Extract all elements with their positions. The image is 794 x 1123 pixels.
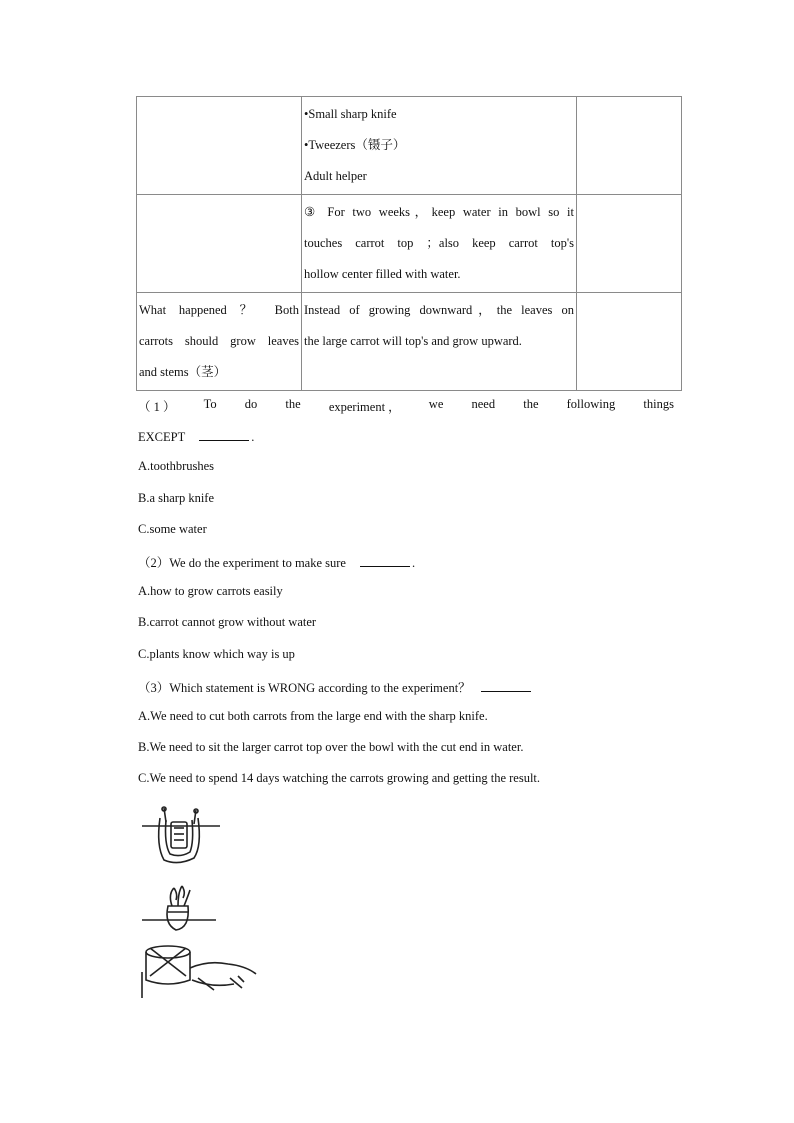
stem-word: the: [285, 397, 301, 411]
stem-word: following: [566, 397, 616, 411]
table-cell-empty: [577, 195, 682, 293]
option-c: C.plants know which way is up: [138, 647, 295, 661]
question-3-stem: [138, 678, 533, 696]
stem-word: things: [643, 397, 674, 411]
stem-end: .: [251, 430, 255, 444]
step-line: hollow center filled with water.: [304, 267, 461, 281]
question-2-stem: [138, 553, 415, 571]
stem-word: need: [471, 397, 496, 411]
answer-blank[interactable]: [199, 428, 249, 441]
question-1-stem-cont: [138, 428, 254, 445]
stem-text: EXCEPT: [138, 430, 186, 444]
carrot-top-illustration: [142, 886, 216, 930]
table-row: [137, 97, 682, 195]
option-a: A.We need to cut both carrots from the large end with the sharp knife.: [138, 709, 488, 723]
stem-word: the: [523, 397, 539, 411]
step-line: ③ For two weeks，keep water in bowl so it: [304, 205, 574, 219]
table-row: [137, 195, 682, 293]
option-a: A.toothbrushes: [138, 459, 215, 473]
result-question-line: and stems（茎）: [139, 365, 227, 379]
carrots-in-toothbrushes-illustration: [142, 807, 220, 863]
result-line: Instead of growing downward，the leaves on: [304, 303, 574, 317]
option-b: B.carrot cannot grow without water: [138, 615, 317, 629]
table-cell-empty: [137, 97, 302, 195]
option-a: A.how to grow carrots easily: [138, 584, 283, 598]
option-c: C.some water: [138, 522, 207, 536]
answer-blank[interactable]: [481, 679, 531, 692]
result-cell: [302, 293, 577, 391]
option-c: C.We need to spend 14 days watching the carrots growing and getting the result.: [138, 771, 541, 785]
result-question-line: carrots should grow leaves: [139, 334, 299, 348]
experiment-illustrations: [138, 806, 268, 1002]
bowl-and-carrots-illustration: [142, 946, 256, 998]
stem-text: （3）Which statement is WRONG according to the experiment？: [138, 681, 471, 695]
material-item: •Small sharp knife: [304, 107, 397, 121]
stem-text: （2）We do the experiment to make sure: [138, 556, 346, 570]
option-b: B.a sharp knife: [138, 491, 215, 505]
material-item: Adult helper: [304, 169, 367, 183]
table-row: [137, 293, 682, 391]
material-item: •Tweezers（镊子）: [304, 138, 406, 152]
step-line: touches carrot top ；also keep carrot top's: [304, 236, 574, 250]
table-cell-empty: [137, 195, 302, 293]
question-cell: [137, 293, 302, 391]
stem-end: .: [411, 556, 416, 570]
materials-cell: [302, 97, 577, 195]
stem-word: do: [244, 397, 258, 411]
experiment-table: [136, 96, 682, 391]
stem-word: experiment ，: [328, 400, 401, 414]
result-question-line: What happened ？ Both: [139, 303, 299, 317]
result-line: the large carrot will top's and grow upward.: [304, 334, 522, 348]
question-1-stem: [138, 397, 674, 415]
table-cell-empty: [577, 293, 682, 391]
option-b: B.We need to sit the larger carrot top over the bowl with the cut end in water.: [138, 740, 524, 754]
step-cell: [302, 195, 577, 293]
stem-word: To: [203, 397, 217, 411]
stem-word: （ 1 ）: [138, 400, 176, 414]
answer-blank[interactable]: [360, 554, 410, 567]
stem-word: we: [428, 397, 444, 411]
table-cell-empty: [577, 97, 682, 195]
